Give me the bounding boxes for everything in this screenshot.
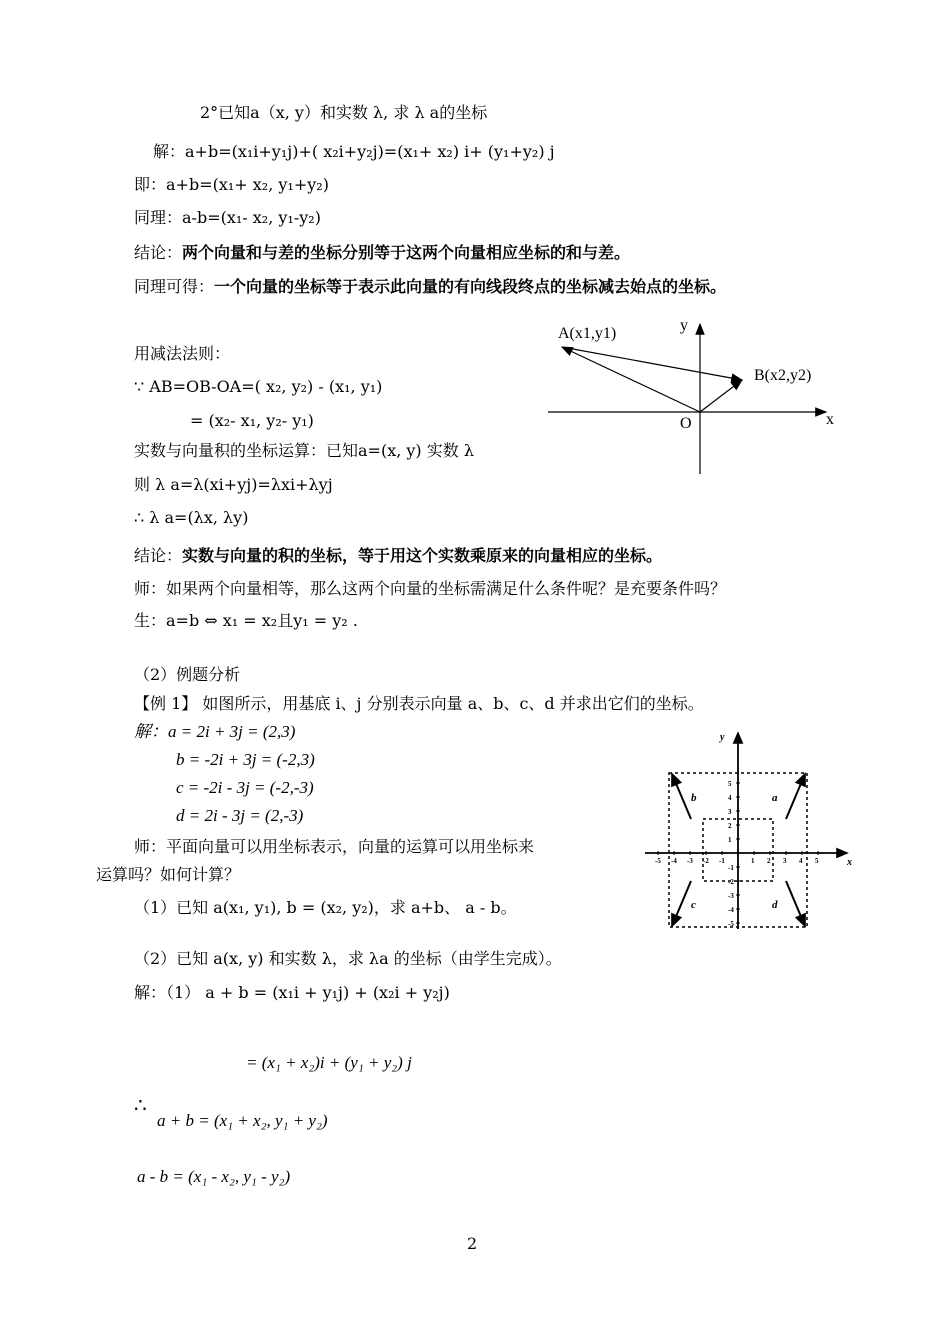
y-tick-label: 5	[728, 780, 732, 788]
line-solution-sum: 解：a+b=(x₁i+y₁j)+( x₂i+y₂j)=(x₁+ x₂) i+ (y₁+y₂) j	[153, 142, 555, 161]
line-teacher-coordinates: 师：平面向量可以用坐标表示，向量的运算可以用坐标来	[134, 837, 535, 856]
vector-figure-2	[641, 728, 855, 930]
grid-label-x: x	[847, 857, 852, 868]
x-tick-label: -2	[703, 857, 709, 865]
line-subtraction-rule: 用减法法则：	[134, 344, 231, 363]
line-given-1: （1）已知 a(x₁, y₁), b = (x₂, y₂)，求 a+b、 a - b。	[134, 898, 517, 917]
vector-d-arrow	[786, 881, 805, 926]
line-ab-result: = (x₂- x₁, y₂- y₁)	[190, 411, 314, 430]
line-vector-a: 解：a = 2i + 3j = (2,3)	[134, 722, 296, 741]
line-similarly-diff: 同理：a-b=(x₁- x₂, y₁-y₂)	[134, 208, 321, 227]
line-vector-c: c = -2i - 3j = (-2,-3)	[176, 778, 314, 797]
line-example-analysis: （2）例题分析	[134, 665, 241, 684]
line-conclusion-1: 结论：两个向量和与差的坐标分别等于这两个向量相应坐标的和与差。	[134, 243, 631, 262]
vector-a-arrow	[786, 774, 805, 819]
line-given-2: （2）已知 a(x, y) 和实数 λ，求 λa 的坐标（由学生完成）。	[134, 949, 562, 968]
y-tick-label: 1	[728, 836, 732, 844]
line-vector-b: b = -2i + 3j = (-2,3)	[176, 750, 315, 769]
y-tick-label: 3	[728, 808, 732, 816]
line-ie-sum: 即：a+b=(x₁+ x₂, y₁+y₂)	[134, 175, 329, 194]
x-tick-label: 3	[783, 857, 787, 865]
label-A: A(x1,y1)	[558, 325, 617, 342]
vector-AB	[562, 347, 742, 380]
therefore-symbol: ∴	[134, 1093, 147, 1117]
label-y: y	[680, 317, 688, 334]
y-tick-label: -2	[728, 878, 734, 886]
vector-OA	[562, 347, 700, 412]
line-conclusion-2: 结论：实数与向量的积的坐标，等于用这个实数乘原来的向量相应的坐标。	[134, 546, 663, 565]
line-scalar-expansion: 则 λ a=λ(xi+yj)=λxi+λyj	[134, 475, 333, 494]
grid-label-d: d	[772, 899, 778, 911]
line-solution-2: = (x₁ + x₂)i + (y₁ + y₂) j	[246, 1053, 412, 1072]
line-scalar-product-intro: 实数与向量积的坐标运算：已知a=(x, y) 实数 λ	[134, 441, 474, 460]
x-tick-label: 2	[767, 857, 771, 865]
label-B: B(x2,y2)	[754, 367, 812, 384]
line-solution-1: 解：（1） a + b = (x₁i + y₁j) + (x₂i + y₂j)	[134, 983, 450, 1002]
grid-label-c: c	[691, 899, 696, 911]
line-scalar-result: ∴ λ a=(λx, λy)	[134, 508, 249, 527]
line-ab-equals: ∵ AB=OB-OA=( x₂, y₂) - (x₁, y₁)	[134, 377, 383, 396]
line-how-calc: 运算吗？如何计算？	[96, 865, 241, 884]
line-example-1: 【例 1】 如图所示，用基底 i、j 分别表示向量 a、b、c、d 并求出它们的坐标。	[134, 694, 704, 713]
grid-label-a: a	[772, 792, 778, 804]
y-tick-label: -4	[728, 906, 734, 914]
line-similarly-obtained: 同理可得：一个向量的坐标等于表示此向量的有向线段终点的坐标减去始点的坐标。	[134, 277, 727, 296]
y-tick-label: -3	[728, 892, 734, 900]
x-tick-label: -1	[719, 857, 725, 865]
label-x: x	[826, 411, 834, 428]
x-tick-label: 1	[751, 857, 755, 865]
x-tick-label: 4	[799, 857, 803, 865]
line-vector-d: d = 2i - 3j = (2,-3)	[176, 806, 304, 825]
line-diff-result: a - b = (x₁ - x₂, y₁ - y₂)	[137, 1167, 291, 1186]
grid-label-y: y	[720, 732, 725, 743]
x-tick-label: -3	[687, 857, 693, 865]
grid-label-b: b	[691, 792, 697, 804]
line-student-answer: 生：a=b ⇔ x₁ = x₂且y₁ = y₂ .	[134, 611, 358, 630]
x-tick-label: -5	[655, 857, 661, 865]
y-tick-label: -5	[728, 920, 734, 928]
page-number: 2	[467, 1234, 478, 1253]
vector-figure-1	[548, 314, 838, 476]
x-tick-label: -4	[671, 857, 677, 865]
y-tick-label: 4	[728, 794, 732, 802]
line-teacher-question: 师：如果两个向量相等，那么这两个向量的坐标需满足什么条件呢？是充要条件吗？	[134, 579, 727, 598]
line-sum-result: a + b = (x₁ + x₂, y₁ + y₂)	[157, 1111, 328, 1130]
line-2deg-known: 2°已知a（x, y）和实数 λ, 求 λ a的坐标	[200, 103, 488, 122]
vector-OB	[700, 380, 742, 412]
vector-c-arrow	[672, 881, 691, 926]
label-O: O	[680, 415, 692, 432]
y-tick-label: 2	[728, 822, 732, 830]
vector-b-arrow	[672, 774, 691, 819]
y-tick-label: -1	[728, 864, 734, 872]
x-tick-label: 5	[815, 857, 819, 865]
